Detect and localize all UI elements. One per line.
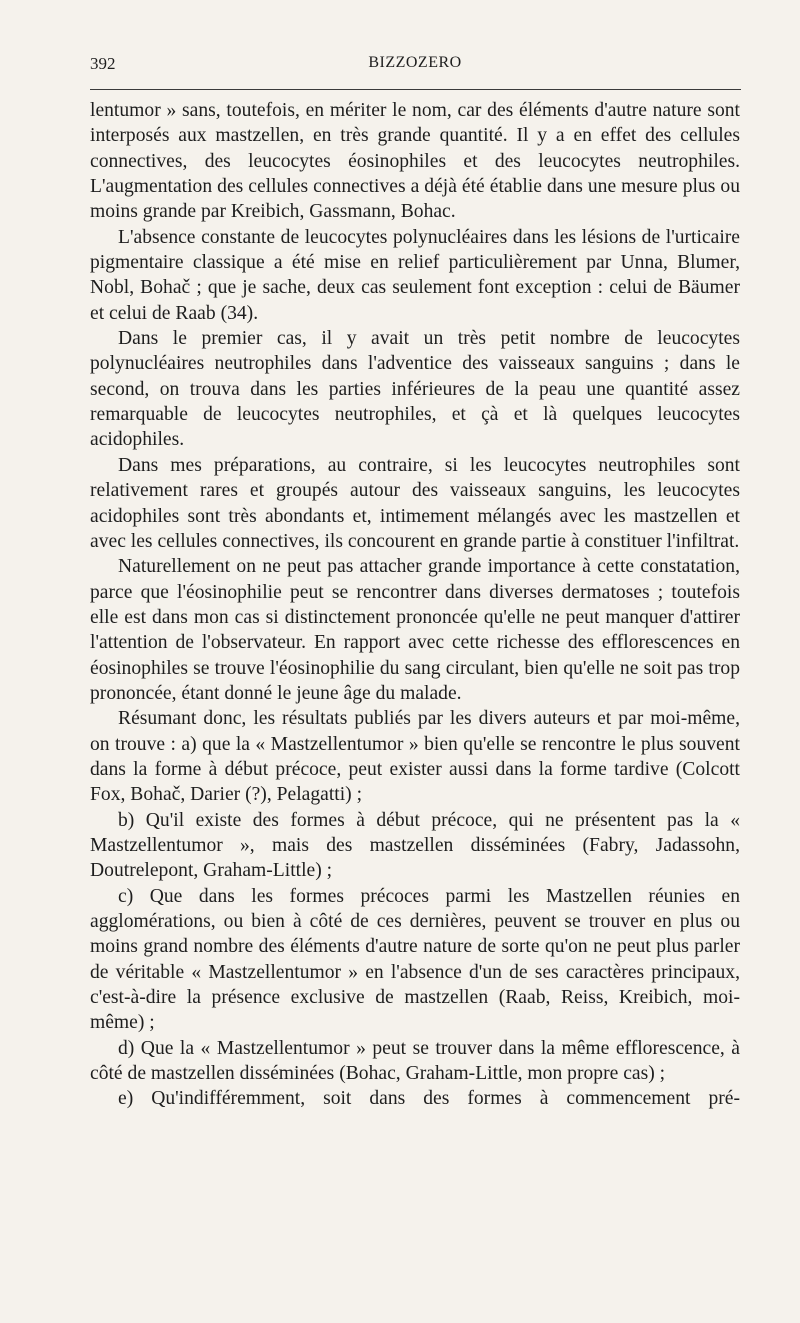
body-text (90, 98, 740, 1112)
list-item-d: d) Que la « Mastzellentumor » peut se trouver dans la même efflorescence, à côté de mastzellen disséminées (Bohac, Graham-Little, mon propre cas) ; (90, 1037, 740, 1085)
list-item-e: e) Qu'indifféremment, soit dans des formes à commencement pré- (118, 1088, 740, 1110)
header-rule (90, 89, 741, 90)
list-item-c: c) Que dans les formes précoces parmi les Mastzellen réunies en agglomérations, ou bien à côté de ces dernières, peuvent se trouver en plus ou moins grand nombre des éléments d'autre nature de sorte qu'on ne peut plus parler de véritable « Mastzellentumor » en l'absence d'un de ses caractères principaux, c'est-à-dire la présence exclusive de mastzellen (Raab, Reiss, Kreibich, moi-même) ; (90, 885, 740, 1034)
page-number: 392 (90, 54, 116, 73)
paragraph: Naturellement on ne peut pas attacher grande importance à cette constatation, parce que l'éosinophilie peut se rencontrer dans diverses dermatoses ; toutefois elle est dans mon cas si distinctement prononcée qu'elle ne peut manquer d'attirer l'attention de l'observateur. En rapport avec cette richesse des efflorescences en éosinophiles se trouve l'éosinophilie du sang circulant, bien qu'elle ne soit pas trop prononcée, étant donné le jeune âge du malade. (90, 556, 740, 704)
list-item-b: b) Qu'il existe des formes à début précoce, qui ne présentent pas la « Mastzellentumor », mais des mastzellen disséminées (Fabry, Jadassohn, Doutrelepont, Graham-Little) ; (90, 809, 740, 882)
running-head: BIZZOZERO (368, 54, 462, 71)
paragraph: lentumor » sans, toutefois, en mériter le nom, car des éléments d'autre nature sont interposés aux mastzellen, en très grande quantité. Il y a en effet des cellules connectives, des leucocytes éosinophiles et des leucocytes neutrophiles. L'augmentation des cellules connectives a déjà été établie dans une mesure plus ou moins grande par Kreibich, Gassmann, Bohac. (90, 100, 740, 223)
page-header (90, 52, 740, 84)
paragraph: L'absence constante de leucocytes polynucléaires dans les lésions de l'urticaire pigmentaire classique a été mise en relief particulièrement par Unna, Blumer, Nobl, Bohač ; que je sache, deux cas seulement font exception : celui de Bäumer et celui de Raab (34). (90, 226, 740, 324)
paragraph: Dans le premier cas, il y avait un très petit nombre de leucocytes polynucléaires neutrophiles dans l'adventice des vaisseaux sanguins ; dans le second, on trouva dans les parties inférieures de la peau une quantité assez remarquable de leucocytes neutrophiles, et çà et là quelques leucocytes acidophiles. (90, 328, 740, 451)
paragraph: Résumant donc, les résultats publiés par les divers auteurs et par moi-même, on trouve : a) que la « Mastzellentumor » bien qu'elle se rencontre le plus souvent dans la forme à début précoce, peut exister aussi dans la forme tardive (Colcott Fox, Bohač, Darier (?), Pelagatti) ; (90, 708, 740, 806)
paragraph: Dans mes préparations, au contraire, si les leucocytes neutrophiles sont relativement rares et groupés autour des vaisseaux sanguins, les leucocytes acidophiles sont très abondants et, intimement mélangés avec les mastzellen et avec les cellules connectives, ils concourent en grande partie à constituer l'infiltrat. (90, 454, 740, 552)
